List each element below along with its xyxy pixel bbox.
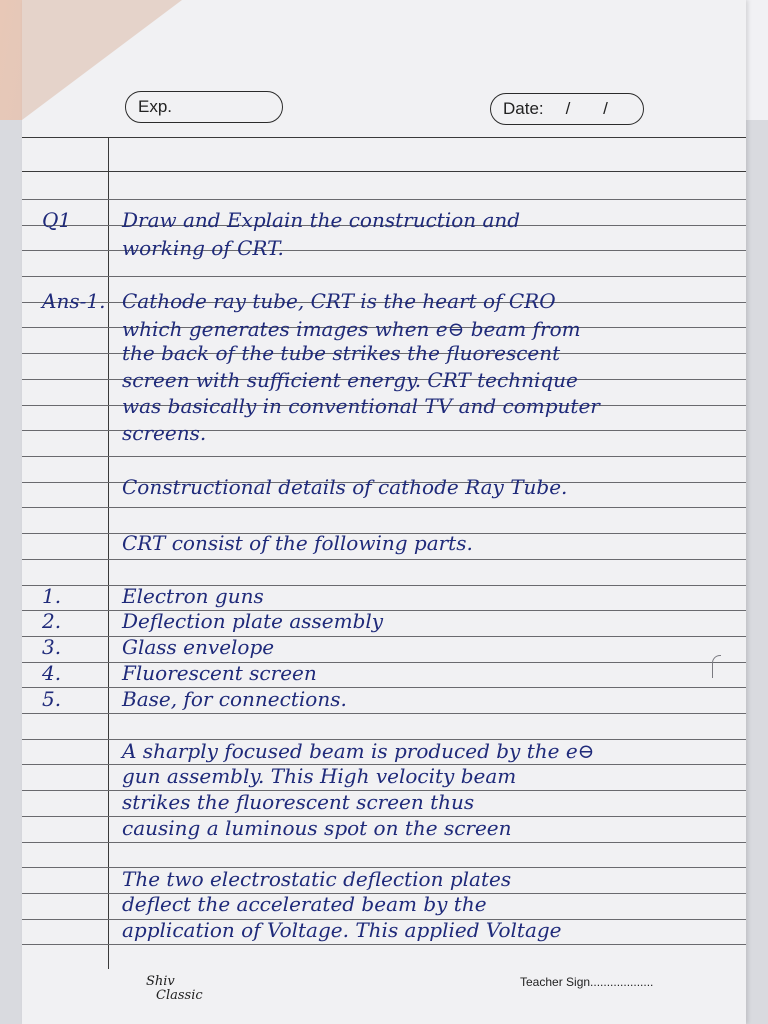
handwritten-line (22, 686, 746, 712)
ruled-line (22, 276, 746, 277)
handwritten-line (22, 393, 746, 419)
handwritten-line (22, 474, 746, 500)
line-text: Electron guns (122, 584, 264, 608)
ruled-line (22, 507, 746, 508)
line-text: which generates images when e⊖ beam from (122, 317, 581, 341)
exp-field (125, 91, 283, 123)
teacher-sign: Teacher Sign................... (520, 975, 654, 989)
brand-logo (146, 975, 203, 1003)
handwritten-line (22, 917, 746, 943)
line-text: Glass envelope (122, 635, 275, 659)
line-text: Cathode ray tube, CRT is the heart of CRO (122, 289, 556, 313)
handwritten-line (22, 420, 746, 446)
line-text: screen with sufficient energy. CRT technique (122, 368, 578, 392)
handwritten-line (22, 891, 746, 917)
line-text: Fluorescent screen (122, 661, 317, 685)
brand-line-1: Shiv (146, 974, 175, 989)
ruled-line (22, 944, 746, 945)
ruled-line (22, 171, 746, 172)
line-text: working of CRT. (122, 236, 284, 260)
handwritten-line (22, 634, 746, 660)
handwritten-line (22, 866, 746, 892)
notebook-page (22, 0, 746, 1024)
handwritten-line (22, 815, 746, 841)
handwritten-line (22, 340, 746, 366)
line-text: deflect the accelerated beam by the (122, 892, 487, 916)
handwritten-line (22, 660, 746, 686)
line-margin-label: 5. (42, 687, 62, 711)
line-text: causing a luminous spot on the screen (122, 816, 512, 840)
line-text: Draw and Explain the construction and (122, 208, 521, 232)
handwritten-line (22, 530, 746, 556)
line-text: Constructional details of cathode Ray Tube. (122, 475, 568, 499)
handwritten-line (22, 789, 746, 815)
date-label: Date: (503, 99, 544, 118)
handwritten-line (22, 288, 746, 314)
ruled-line (22, 713, 746, 714)
line-text: was basically in conventional TV and computer (122, 394, 600, 418)
line-margin-label: Q1 (42, 208, 72, 232)
line-text: A sharply focused beam is produced by the e⊖ (122, 739, 595, 763)
line-margin-label: 3. (42, 635, 62, 659)
line-text: strikes the fluorescent screen thus (122, 790, 475, 814)
exp-label: Exp. (138, 97, 173, 116)
handwritten-line (22, 316, 746, 342)
handwritten-line (22, 763, 746, 789)
ruled-line (22, 456, 746, 457)
handwritten-line (22, 367, 746, 393)
ruled-line (22, 199, 746, 200)
line-margin-label: 2. (42, 609, 62, 633)
line-text: gun assembly. This High velocity beam (122, 764, 517, 788)
line-text: CRT consist of the following parts. (122, 531, 473, 555)
ruled-line (22, 559, 746, 560)
date-slashes: / / (565, 99, 622, 118)
handwritten-line (22, 583, 746, 609)
line-margin-label: 1. (42, 584, 62, 608)
line-margin-label: 4. (42, 661, 62, 685)
handwritten-line (22, 608, 746, 634)
line-margin-label: Ans-1. (42, 289, 106, 313)
line-text: application of Voltage. This applied Voltage (122, 918, 562, 942)
line-text: Deflection plate assembly (122, 609, 384, 633)
pen-mark (712, 655, 721, 678)
date-field (490, 93, 644, 125)
ruled-line (22, 842, 746, 843)
line-text: the back of the tube strikes the fluorescent (122, 341, 561, 365)
line-text: Base, for connections. (122, 687, 347, 711)
handwritten-line (22, 235, 746, 261)
line-text: The two electrostatic deflection plates (122, 867, 512, 891)
ruled-line (22, 137, 746, 138)
line-text: screens. (122, 421, 207, 445)
handwritten-line (22, 738, 746, 764)
brand-line-2: Classic (156, 988, 203, 1003)
handwritten-line (22, 207, 746, 233)
